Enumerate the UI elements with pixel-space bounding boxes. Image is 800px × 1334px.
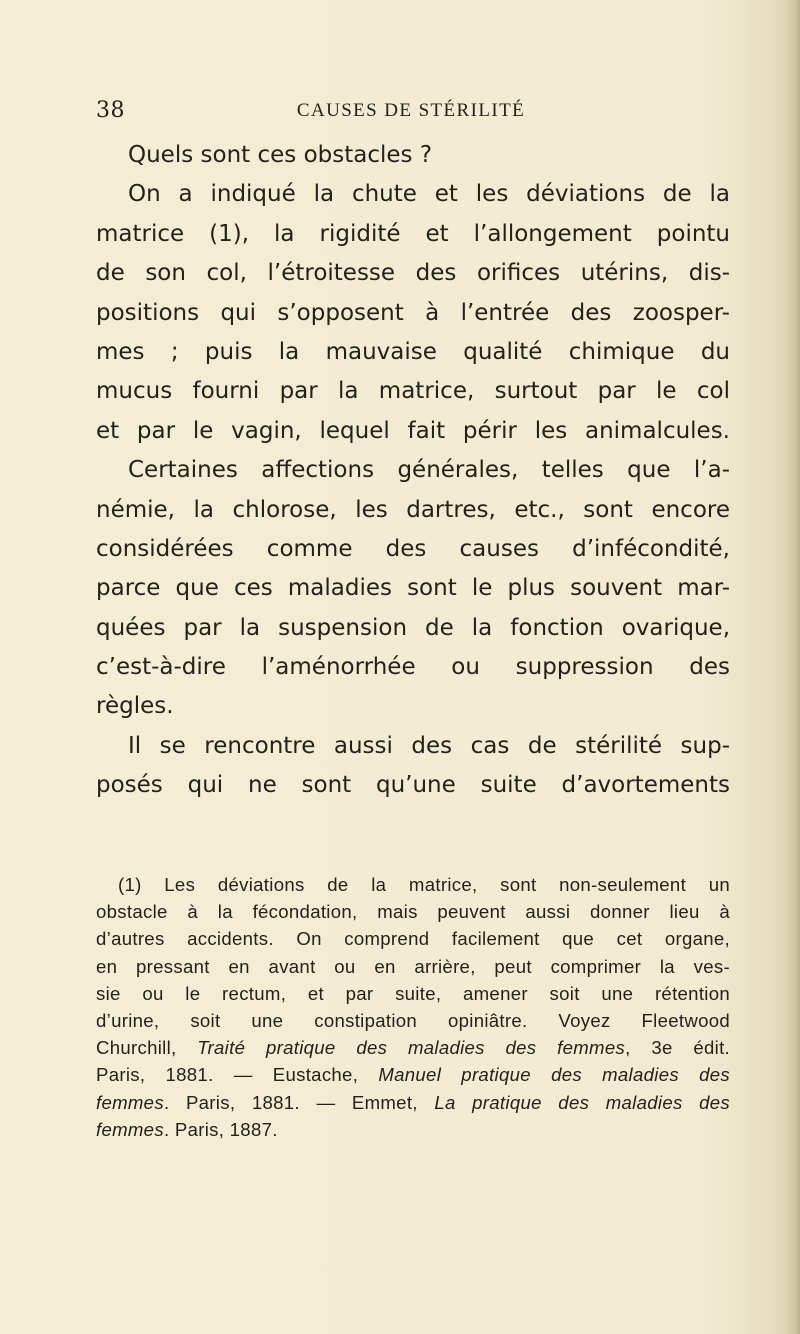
footnote-line: d’urine, soit une constipation opiniâtre. Voyez Fleetwood bbox=[96, 1009, 730, 1031]
footnote-line bbox=[96, 1089, 730, 1116]
footnote-line: d’autres accidents. On comprend facilement que cet organe, bbox=[96, 928, 730, 950]
text-line: posés qui ne sont qu’une suite d’avortements bbox=[96, 772, 730, 799]
footnote-ref: Paris, 1881. — Eustache, bbox=[96, 1064, 379, 1086]
footnote-book-title: femmes bbox=[96, 1118, 164, 1140]
text-line: de son col, l’étroitesse des orifices utérins, dis- bbox=[96, 260, 730, 287]
footnote-ref: . Paris, 1887. bbox=[163, 1118, 278, 1140]
text-line: et par le vagin, lequel fait périr les animalcules. bbox=[96, 417, 730, 444]
footnote-book-title: Traité pratique des maladies des femmes bbox=[197, 1037, 626, 1059]
footnote-line bbox=[96, 1034, 730, 1061]
footnote bbox=[96, 871, 730, 1143]
text-line: mes ; puis la mauvaise qualité chimique du bbox=[96, 338, 730, 365]
footnote-line bbox=[96, 1116, 730, 1143]
text-line: c’est-à-dire l’aménorrhée ou suppression des bbox=[96, 654, 730, 681]
text-line: quées par la suspension de la fonction ovarique, bbox=[96, 614, 730, 641]
footnote-book-title: Manuel pratique des maladies des bbox=[378, 1064, 730, 1086]
footnote-line: en pressant en avant ou en arrière, peut comprimer la ves- bbox=[96, 955, 730, 977]
main-text bbox=[96, 136, 730, 806]
text-line: Certaines affections générales, telles que l’a- bbox=[128, 457, 730, 484]
text-line: On a indiqué la chute et les déviations de la bbox=[128, 181, 730, 208]
text-line: considérées comme des causes d’infécondité, bbox=[96, 535, 730, 562]
footnote-book-title: La pratique des maladies des bbox=[434, 1091, 730, 1113]
text-line: parce que ces maladies sont le plus souvent mar- bbox=[96, 575, 730, 602]
text-line: Il se rencontre aussi des cas de stérilité sup- bbox=[128, 732, 730, 759]
text-line: némie, la chlorose, les dartres, etc., sont encore bbox=[96, 496, 730, 523]
text-line: règles. bbox=[96, 693, 174, 720]
page-header bbox=[96, 98, 726, 130]
page-edge-shadow bbox=[786, 0, 800, 1334]
footnote-ref: . Paris, 1881. — Emmet, bbox=[163, 1091, 435, 1113]
text-line: positions qui s’opposent à l’entrée des zoosper- bbox=[96, 299, 730, 326]
footnote-line bbox=[96, 1061, 730, 1088]
text-line: mucus fourni par la matrice, surtout par le col bbox=[96, 378, 730, 405]
footnote-line: sie ou le rectum, et par suite, amener soit une rétention bbox=[96, 982, 730, 1004]
footnote-line: obstacle à la fécondation, mais peuvent aussi donner lieu à bbox=[96, 901, 730, 923]
page-number: 38 bbox=[96, 98, 125, 123]
text-line: Quels sont ces obstacles ? bbox=[128, 142, 433, 168]
text-line: matrice (1), la rigidité et l’allongement pointu bbox=[96, 220, 730, 247]
footnote-line: (1) Les déviations de la matrice, sont non-seulement un bbox=[118, 874, 730, 895]
footnote-book-title: femmes bbox=[96, 1091, 164, 1113]
running-title: CAUSES DE STÉRILITÉ bbox=[296, 100, 526, 121]
footnote-edition: , 3e édit. bbox=[625, 1037, 731, 1059]
footnote-author: Churchill, bbox=[96, 1037, 198, 1059]
